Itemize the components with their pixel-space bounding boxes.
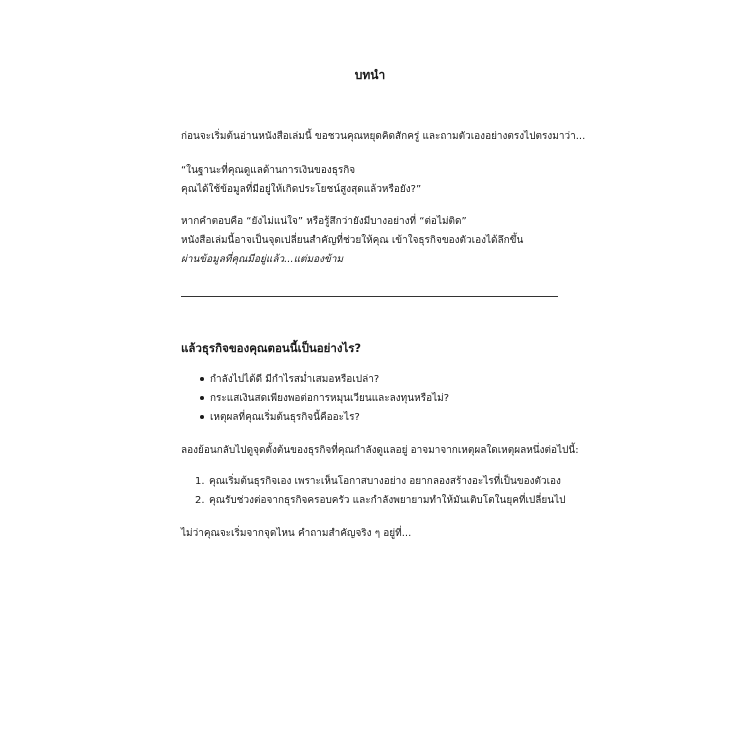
list-item-text: คุณเริ่มต้นธุรกิจเอง เพราะเห็นโอกาสบางอย่าง อยากลองสร้างอะไรที่เป็นของตัวเอง: [209, 476, 561, 487]
list-number: 2.: [195, 495, 205, 506]
section-divider: [181, 296, 558, 297]
list-number: 1.: [195, 476, 205, 487]
section-heading: แล้วธุรกิจของคุณตอนนี้เป็นอย่างไร?: [181, 341, 362, 355]
closing-paragraph: ไม่ว่าคุณจะเริ่มจากจุดไหน คำถามสำคัญจริง ๆ อยู่ที่...: [181, 528, 412, 539]
quote-paragraph: [181, 161, 581, 199]
bullet-dot-icon: [200, 377, 204, 381]
list-item-text: เหตุผลที่คุณเริ่มต้นธุรกิจนี้คืออะไร?: [210, 412, 360, 423]
list-item-text: กำลังไปได้ดี มีกำไรสม่ำเสมอหรือเปล่า?: [210, 374, 380, 385]
answer-line-1: หากคำตอบคือ “ยังไม่แน่ใจ” หรือรู้สึกว่ายังมีบางอย่างที่ “ต่อไม่ติด”: [181, 216, 467, 227]
answer-line-3: ผ่านข้อมูลที่คุณมีอยู่แล้ว...แต่มองข้าม: [181, 254, 344, 265]
origin-numbered-list: [181, 472, 565, 510]
question-bullet-list: [181, 370, 449, 427]
lookback-paragraph: ลองย้อนกลับไปดูจุดตั้งต้นของธุรกิจที่คุณกำลังดูแลอยู่ อาจมาจากเหตุผลใดเหตุผลหนึ่งต่อไปนี้:: [181, 445, 579, 456]
list-item-text: กระแสเงินสดเพียงพอต่อการหมุนเวียนและลงทุนหรือไม่?: [210, 393, 449, 404]
list-item: [181, 472, 565, 491]
list-item: [181, 491, 565, 510]
list-item-text: คุณรับช่วงต่อจากธุรกิจครอบครัว และกำลังพยายามทำให้มันเติบโตในยุคที่เปลี่ยนไป: [209, 495, 566, 506]
list-item: [181, 389, 449, 408]
answer-paragraph: [181, 212, 581, 269]
list-item: [181, 408, 449, 427]
bullet-dot-icon: [200, 396, 204, 400]
intro-paragraph: ก่อนจะเริ่มต้นอ่านหนังสือเล่มนี้ ขอชวนคุณหยุดคิดสักครู่ และถามตัวเองอย่างตรงไปตรงมาว่า...: [181, 131, 586, 142]
quote-line-1: “ในฐานะที่คุณดูแลด้านการเงินของธุรกิจ: [181, 165, 356, 176]
page-title: บทนำ: [354, 68, 386, 82]
bullet-dot-icon: [200, 415, 204, 419]
quote-line-2: คุณได้ใช้ข้อมูลที่มีอยู่ให้เกิดประโยชน์สูงสุดแล้วหรือยัง?”: [181, 184, 422, 195]
list-item: [181, 370, 449, 389]
answer-line-2: หนังสือเล่มนี้อาจเป็นจุดเปลี่ยนสำคัญที่ช่วยให้คุณ เข้าใจธุรกิจของตัวเองได้ลึกขึ้น: [181, 235, 524, 246]
